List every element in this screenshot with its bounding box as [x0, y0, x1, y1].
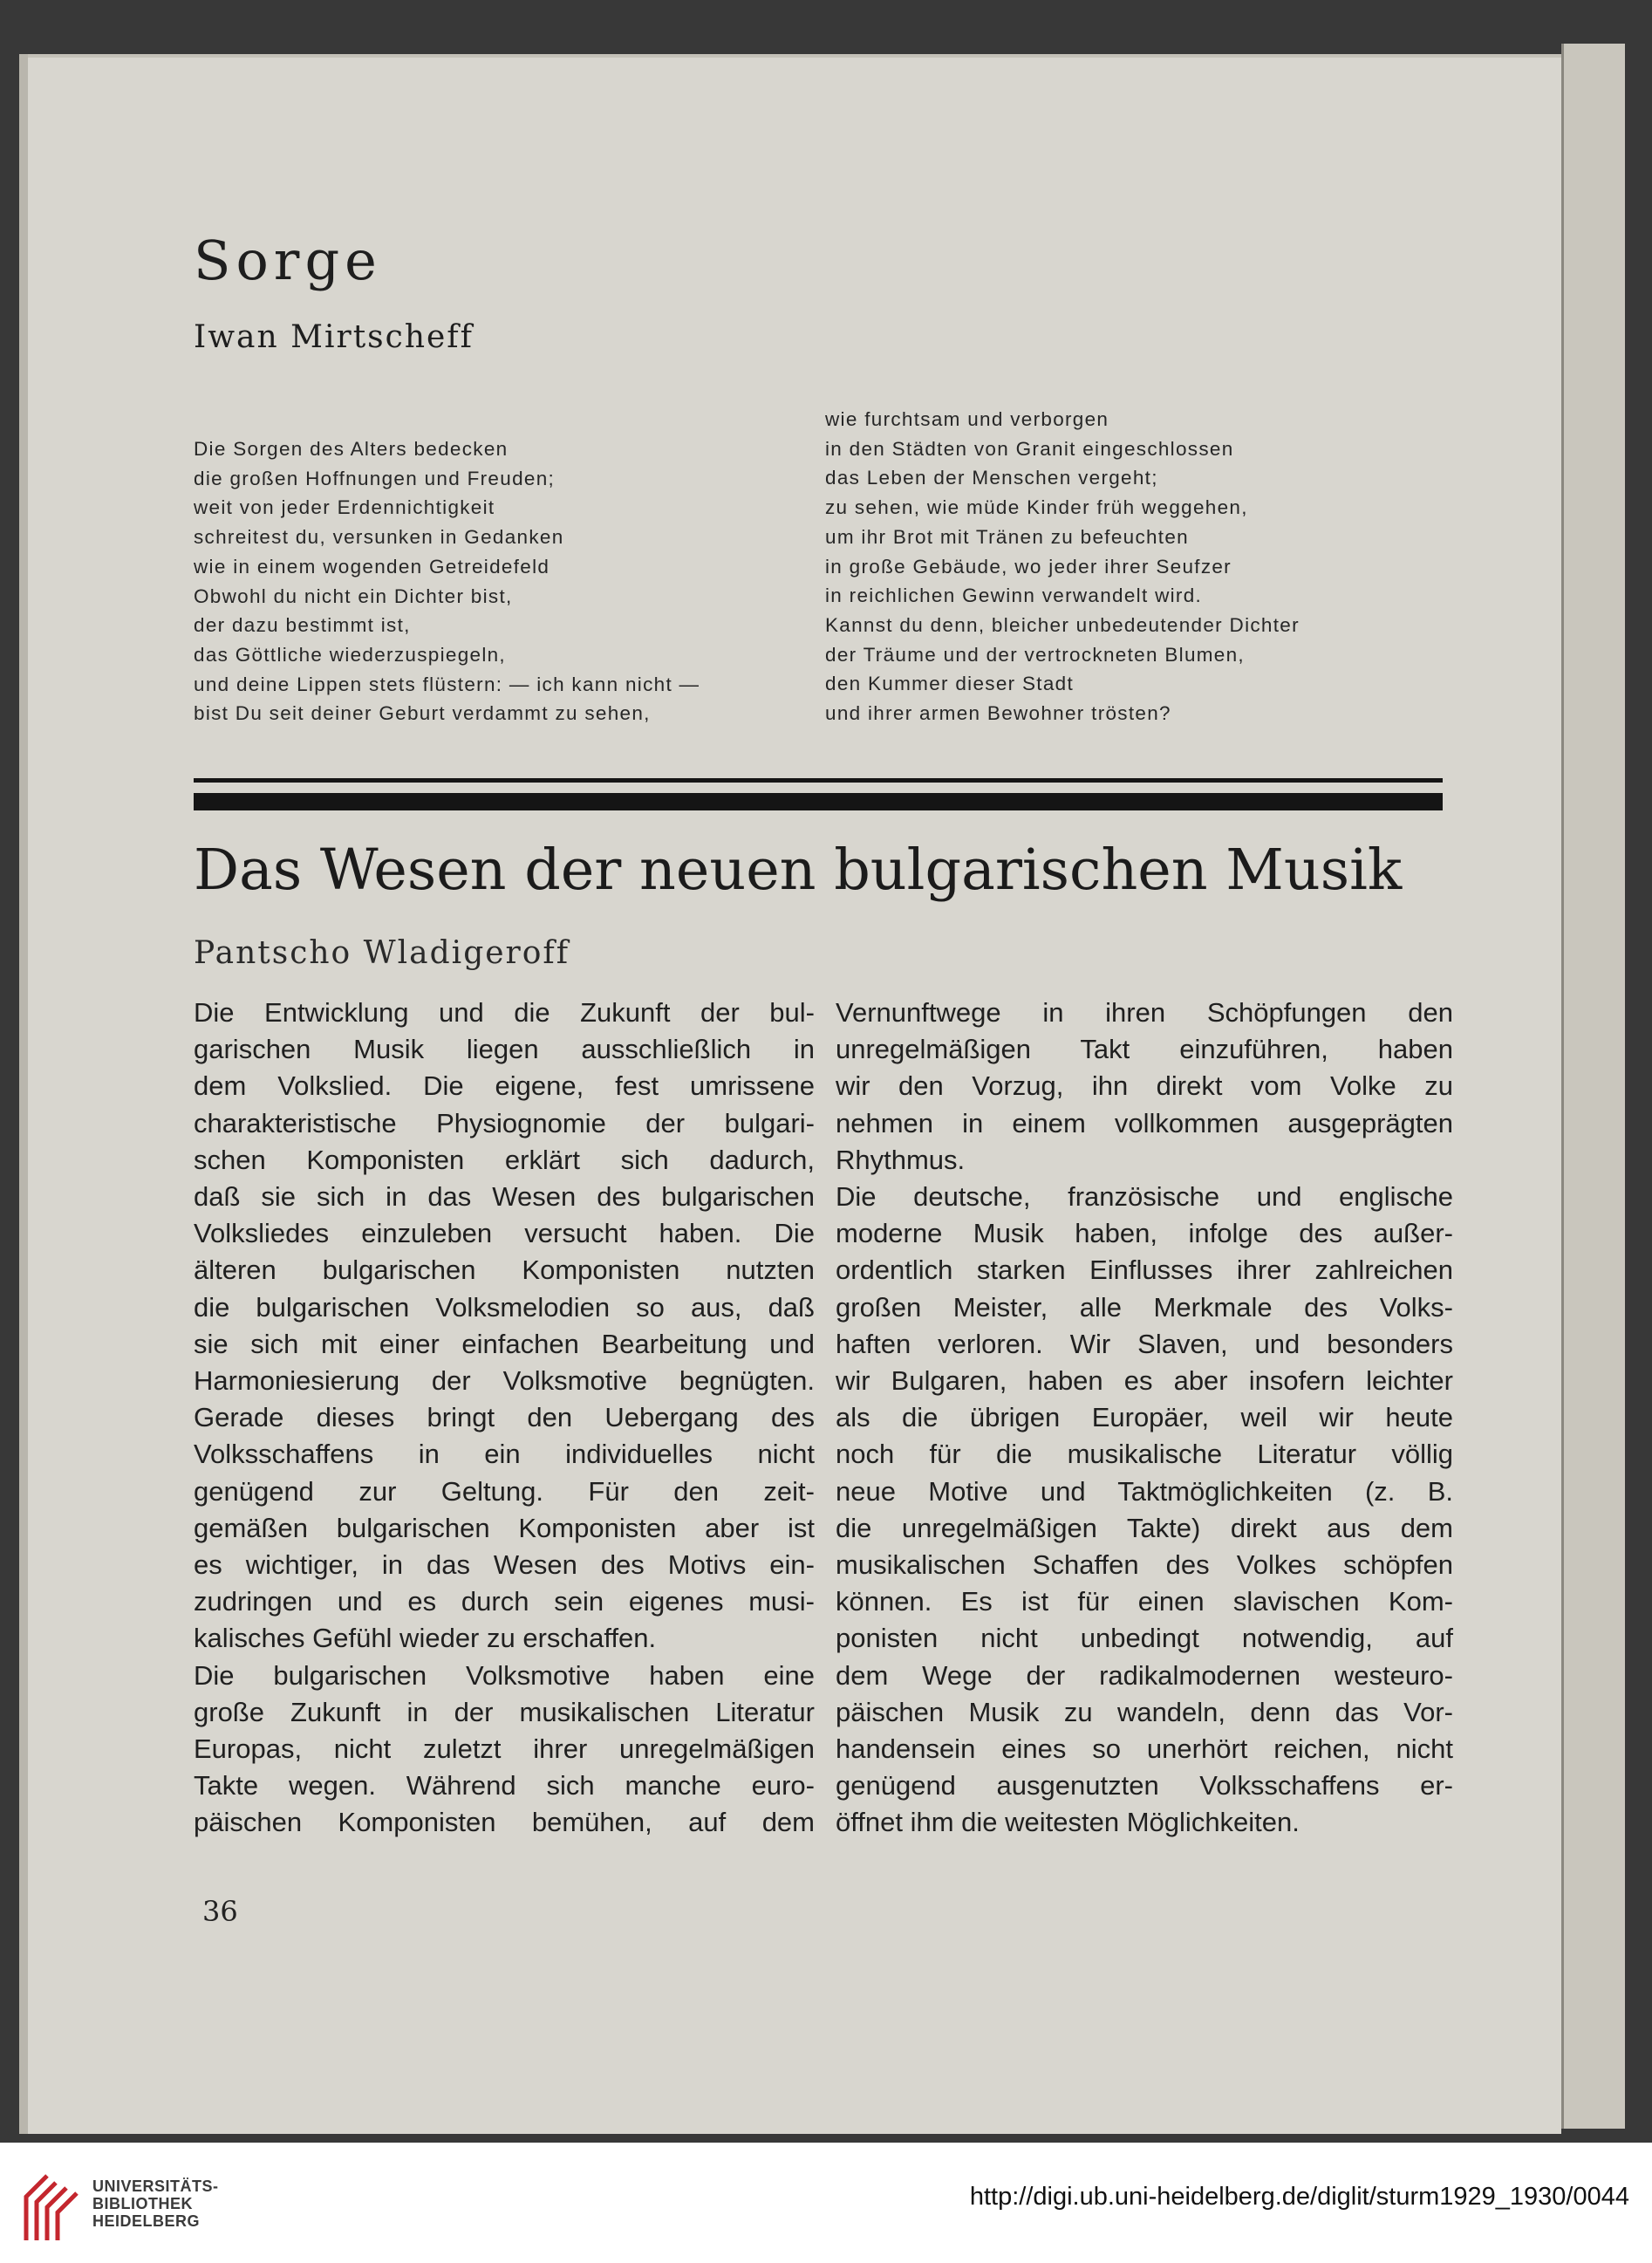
article-line: Takte wegen. Während sich manche euro- — [194, 1770, 815, 1802]
article-line: großen Meister, alle Merkmale des Volks- — [836, 1291, 1453, 1323]
article-line: Volksliedes einzuleben versucht haben. Die — [194, 1218, 815, 1249]
poem-author: Iwan Mirtscheff — [194, 319, 474, 355]
poem-line: in den Städten von Granit eingeschlossen — [825, 437, 1234, 460]
poem-line: und deine Lippen stets flüstern: — ich kann nicht — — [194, 673, 700, 695]
article-line: neue Motive und Taktmöglichkeiten (z. B. — [836, 1475, 1453, 1507]
article-title: Das Wesen der neuen bulgarischen Musik — [194, 838, 1403, 903]
article-line: päischen Komponisten bemühen, auf dem — [194, 1807, 815, 1838]
article-line: dem Wege der radikalmodernen westeuro- — [836, 1659, 1453, 1691]
poem-line: in reichlichen Gewinn verwandelt wird. — [825, 585, 1203, 607]
article-line: musikalischen Schaffen des Volkes schöpfen — [836, 1549, 1453, 1581]
poem-line: der dazu bestimmt ist, — [194, 614, 411, 637]
library-name-line: UNIVERSITÄTS- — [92, 2178, 219, 2195]
ub-heidelberg-logo-icon[interactable] — [21, 2167, 84, 2246]
article-line: die bulgarischen Volksmelodien so aus, daß — [194, 1291, 815, 1323]
article-line: es wichtiger, in das Wesen des Motivs ein- — [194, 1549, 815, 1581]
article-line: zudringen und es durch sein eigenes musi- — [194, 1586, 815, 1617]
article-line: garischen Musik liegen ausschließlich in — [194, 1034, 815, 1065]
library-name-line: HEIDELBERG — [92, 2212, 201, 2230]
article-line: gemäßen bulgarischen Komponisten aber ist — [194, 1512, 815, 1543]
poem-line: um ihr Brot mit Tränen zu befeuchten — [825, 525, 1189, 548]
article-line: wir den Vorzug, ihn direkt vom Volke zu — [836, 1070, 1453, 1102]
source-url-link[interactable]: http://digi.ub.uni-heidelberg.de/diglit/sturm1929_1930/0044 — [969, 2183, 1629, 2211]
poem-line: der Träume und der vertrockneten Blumen, — [825, 643, 1245, 666]
poem-line: das Leben der Menschen vergeht; — [825, 467, 1158, 489]
article-line: haften verloren. Wir Slaven, und besonders — [836, 1328, 1453, 1359]
article-line: päischen Musik zu wandeln, denn das Vor- — [836, 1696, 1453, 1727]
section-divider-thin — [194, 778, 1443, 783]
article-line: älteren bulgarischen Komponisten nutzten — [194, 1255, 815, 1286]
article-line: Europas, nicht zuletzt ihrer unregelmäßigen — [194, 1733, 815, 1765]
article-line: dem Volkslied. Die eigene, fest umrissene — [194, 1070, 815, 1102]
poem-line: weit von jeder Erdennichtigkeit — [194, 496, 495, 519]
poem-line: und ihrer armen Bewohner trösten? — [825, 702, 1171, 725]
article-line: charakteristische Physiognomie der bulgari- — [194, 1107, 815, 1138]
article-line: handensein eines so unerhört reichen, nicht — [836, 1733, 1453, 1765]
poem-line: den Kummer dieser Stadt — [825, 673, 1075, 695]
article-line: noch für die musikalische Literatur völlig — [836, 1439, 1453, 1470]
article-line: unregelmäßigen Takt einzuführen, haben — [836, 1034, 1453, 1065]
library-footer — [0, 2143, 1652, 2263]
poem-line: Obwohl du nicht ein Dichter bist, — [194, 585, 513, 607]
article-line: daß sie sich in das Wesen des bulgarischen — [194, 1181, 815, 1213]
article-line: Rhythmus. — [836, 1144, 966, 1175]
magazine-page — [19, 54, 1561, 2134]
poem-column-right — [825, 405, 1300, 728]
poem-line: in große Gebäude, wo jeder ihrer Seufzer — [825, 555, 1232, 578]
poem-line: wie in einem wogenden Getreidefeld — [194, 555, 550, 578]
article-line: öffnet ihm die weitesten Möglichkeiten. — [836, 1807, 1300, 1838]
section-divider-thick — [194, 793, 1443, 810]
article-line: Die deutsche, französische und englische — [836, 1181, 1453, 1213]
poem-column-left — [194, 434, 700, 728]
article-column-right — [836, 995, 1453, 1842]
article-line: nehmen in einem vollkommen ausgeprägten — [836, 1107, 1453, 1138]
article-line: genügend zur Geltung. Für den zeit- — [194, 1475, 815, 1507]
article-line: Harmoniesierung der Volksmotive begnügten. — [194, 1365, 815, 1397]
next-page-edge — [1561, 44, 1625, 2129]
article-line: können. Es ist für einen slavischen Kom- — [836, 1586, 1453, 1617]
poem-line: bist Du seit deiner Geburt verdammt zu sehen, — [194, 702, 651, 725]
article-line: Gerade dieses bringt den Uebergang des — [194, 1402, 815, 1433]
article-line: als die übrigen Europäer, weil wir heute — [836, 1402, 1453, 1433]
poem-line: zu sehen, wie müde Kinder früh weggehen, — [825, 496, 1248, 519]
article-line: die unregelmäßigen Takte) direkt aus dem — [836, 1512, 1453, 1543]
poem-title: Sorge — [194, 229, 382, 292]
poem-line: Kannst du denn, bleicher unbedeutender Dichter — [825, 613, 1300, 636]
article-line: moderne Musik haben, infolge des außer- — [836, 1218, 1453, 1249]
poem-line: schreitest du, versunken in Gedanken — [194, 526, 564, 549]
article-line: genügend ausgenutzten Volksschaffens er- — [836, 1770, 1453, 1802]
poem-line: wie furchtsam und verborgen — [825, 408, 1109, 430]
library-name — [92, 2178, 219, 2230]
poem-line: das Göttliche wiederzuspiegeln, — [194, 643, 506, 666]
article-line: Volksschaffens in ein individuelles nicht — [194, 1439, 815, 1470]
article-line: Vernunftwege in ihren Schöpfungen den — [836, 997, 1453, 1028]
poem-line: Die Sorgen des Alters bedecken — [194, 438, 509, 460]
article-author: Pantscho Wladigeroff — [194, 935, 570, 971]
article-column-left — [194, 995, 815, 1842]
article-line: Die bulgarischen Volksmotive haben eine — [194, 1659, 815, 1691]
poem-line: die großen Hoffnungen und Freuden; — [194, 467, 556, 489]
article-line: kalisches Gefühl wieder zu erschaffen. — [194, 1623, 657, 1654]
library-name-line: BIBLIOTHEK — [92, 2195, 193, 2212]
article-line: wir Bulgaren, haben es aber insofern leichter — [836, 1365, 1453, 1397]
page-number: 36 — [202, 1895, 238, 1928]
article-line: große Zukunft in der musikalischen Literatur — [194, 1696, 815, 1727]
article-line: ponisten nicht unbedingt notwendig, auf — [836, 1623, 1453, 1654]
article-line: ordentlich starken Einflusses ihrer zahlreichen — [836, 1255, 1453, 1286]
article-line: Die Entwicklung und die Zukunft der bul- — [194, 997, 815, 1028]
article-line: sie sich mit einer einfachen Bearbeitung und — [194, 1328, 815, 1359]
article-line: schen Komponisten erklärt sich dadurch, — [194, 1144, 815, 1175]
